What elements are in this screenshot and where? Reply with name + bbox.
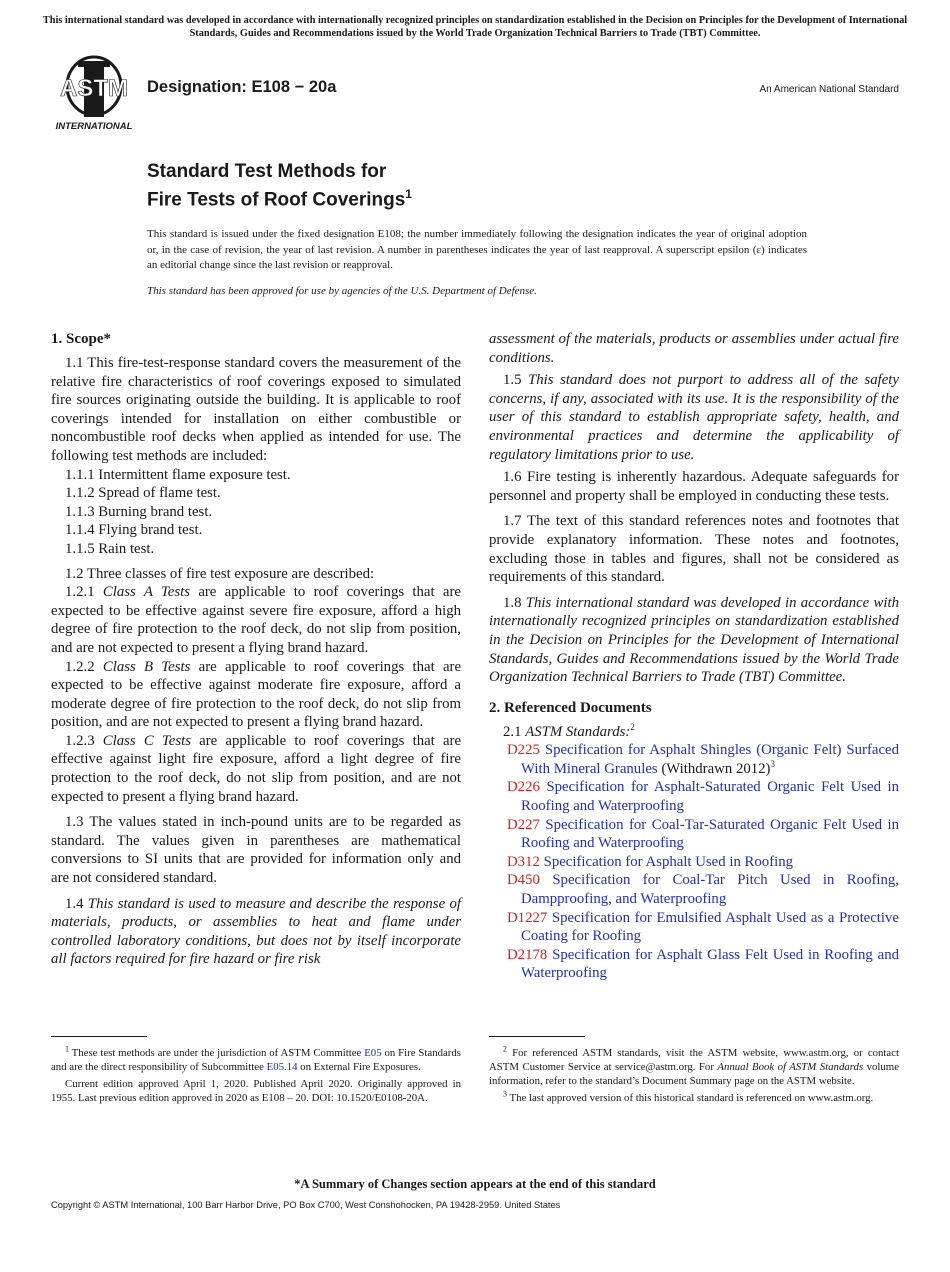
top-notice: This international standard was developed in accordance with internationally recognized principles on standardization established in the Decision on Principles for the Development of International Standards, Guides and Recommendations issued by the World Trade Organization Technical Barriers to Trade (TBT) Committee. <box>42 15 908 39</box>
footnote-divider <box>51 1036 147 1037</box>
reference-title-link[interactable]: Specification for Asphalt-Saturated Organic Felt Used in Roofing and Waterproofing <box>521 779 899 815</box>
right-column <box>489 330 899 983</box>
footnotes-left <box>51 1046 461 1108</box>
footnotes-right <box>489 1046 899 1108</box>
reference-title-link[interactable]: Specification for Coal-Tar Pitch Used in Roofing, Dampproofing, and Waterproofing <box>521 872 899 908</box>
left-column <box>51 330 461 973</box>
reference-code-link[interactable]: D2178 <box>507 946 548 963</box>
paragraph-1-6: 1.6 Fire testing is inherently hazardous. Adequate safeguards for personnel and property shall be employed in conducting these tests. <box>489 469 899 504</box>
dod-approval: This standard has been approved for use by agencies of the U.S. Department of Defense. <box>147 285 537 297</box>
section-heading-scope: 1. Scope* <box>51 331 111 347</box>
title-footnote-ref[interactable]: 1 <box>405 187 412 201</box>
footnote-ref[interactable]: 3 <box>770 758 775 769</box>
paragraph-1-4: 1.4 This standard is used to measure and describe the response of materials, products, or assemblies to heat and flame under controlled laboratory conditions, but does not by itself incorporate all factors required for fire hazard or fire risk <box>51 895 461 968</box>
footnote-divider <box>489 1036 585 1037</box>
summary-of-changes-note: *A Summary of Changes section appears at the end of this standard <box>294 1177 656 1191</box>
paragraph-1-2: 1.2 Three classes of fire test exposure are described: <box>65 565 375 582</box>
paragraph-1-5: 1.5 This standard does not purport to address all of the safety concerns, if any, associated with its use. It is the responsibility of the user of this standard to establish appropriate safety, health, and environmental practices and determine the applicability of regulatory limitations prior to use. <box>489 372 899 463</box>
subcommittee-link[interactable]: E05.14 <box>266 1061 298 1073</box>
committee-link[interactable]: E05 <box>364 1047 382 1059</box>
reference-code-link[interactable]: D225 <box>507 742 540 759</box>
reference-title-link[interactable]: Specification for Asphalt Glass Felt Used in Roofing and Waterproofing <box>521 946 899 982</box>
reference-code-link[interactable]: D1227 <box>507 909 548 926</box>
reference-title-link[interactable]: Specification for Asphalt Shingles (Organic Felt) Surfaced With Mineral Granules <box>521 742 899 777</box>
designation: Designation: E108 − 20a <box>147 78 337 96</box>
list-item: 1.1.1 Intermittent flame exposure test. <box>65 466 291 483</box>
title-line-2: Fire Tests of Roof Coverings$^1$ <box>147 187 412 211</box>
logo-subtext: INTERNATIONAL <box>55 121 133 131</box>
reference-code-link[interactable]: D450 <box>507 872 540 889</box>
reference-item <box>489 816 899 853</box>
american-national-standard: An American National Standard <box>759 84 899 95</box>
title-line-1: Standard Test Methods for <box>147 161 387 182</box>
issuance-statement: This standard is issued under the fixed designation E108; the number immediately following the designation indicates the year of original adoption or, in the case of revision, the year of last revision. A number in parentheses indicates the year of last reapproval. A superscript epsilon (ε) indicates an editorial change since the last revision or reapproval. <box>147 228 807 272</box>
reference-item <box>489 909 899 946</box>
paragraph-1-1: 1.1 This fire-test-response standard covers the measurement of the relative fire characteristics of roof coverings exposed to simulated fire sources originating outside the building. It is applicable to roof coverings intended for installation on either combustible or noncombustible roof decks when applied as intended for use. The following test methods are included: <box>51 355 461 464</box>
paragraph-1-3: 1.3 The values stated in inch-pound units are to be regarded as standard. The values given in parentheses are mathematical conversions to SI units that are provided for information only and are not considered standard. <box>51 814 461 887</box>
paragraph-1-7: 1.7 The text of this standard references notes and footnotes that provide explanatory information. These notes and footnotes, excluding those in tables and figures, shall not be considered as requirements of this standard. <box>489 513 899 586</box>
reference-title-link[interactable]: Specification for Asphalt Used in Roofing <box>543 853 794 870</box>
astm-logo <box>54 55 134 131</box>
logo-text: ASTM <box>60 75 128 102</box>
paragraph-1-4-continued: assessment of the materials, products or assemblies under actual fire conditions. <box>489 331 899 366</box>
footnote-ref[interactable]: 2 <box>630 721 635 732</box>
paragraph-2-1: 2.1 ASTM Standards:$^2$ <box>503 721 635 740</box>
reference-item <box>489 853 899 872</box>
list-item: 1.1.2 Spread of flame test. <box>65 485 221 502</box>
reference-code-link[interactable]: D226 <box>507 779 540 796</box>
section-heading-referenced-documents: 2. Referenced Documents <box>489 699 652 716</box>
footnote-1: $^1$ These test methods are under the jurisdiction of ASTM Committee E05 on Fire Standards and are the direct responsibility of Subcommittee E05.14 on External Fire Exposures. <box>51 1044 461 1073</box>
list-item: 1.1.5 Rain test. <box>65 540 155 557</box>
reference-item <box>489 946 899 983</box>
reference-item: D225 Specification for Asphalt Shingles (Organic Felt) Surfaced With Mineral Granules (Withdrawn 2012)$^3$ <box>507 742 899 777</box>
reference-title-link[interactable]: Specification for Coal-Tar-Saturated Organic Felt Used in Roofing and Waterproofing <box>521 816 899 852</box>
footnote-2: $^2$ For referenced ASTM standards, visit the ASTM website, www.astm.org, or contact ASTM Customer Service at service@astm.org. For Annual Book of ASTM Standards volume information, refer to the standard’s Document Summary page on the ASTM website. <box>489 1044 899 1087</box>
paragraph-1-8: 1.8 This international standard was developed in accordance with internationally recognized principles on standardization established in the Decision on Principles for the Development of International Standards, Guides and Recommendations issued by the World Trade Organization Technical Barriers to Trade (TBT) Committee. <box>489 594 899 686</box>
copyright: Copyright © ASTM International, 100 Barr Harbor Drive, PO Box C700, West Conshohocken, PA 19428-2959. United States <box>51 1200 561 1210</box>
edition-note: Current edition approved April 1, 2020. Published April 2020. Originally approved in 1955. Last previous edition approved in 2020 as E108 – 20. DOI: 10.1520/E0108-20A. <box>51 1078 461 1104</box>
reference-code-link[interactable]: D227 <box>507 816 540 833</box>
paragraph-1-2-3: 1.2.3 Class C Tests are applicable to roof coverings that are effective against light fire exposure, afford a light degree of fire protection to the roof deck, do not slip from position, and are not expected to present a flying brand hazard. <box>51 732 462 805</box>
list-item: 1.1.4 Flying brand test. <box>65 522 203 539</box>
paragraph-1-2-2: 1.2.2 Class B Tests are applicable to roof coverings that are expected to be effective against moderate fire exposure, afford a moderate degree of fire protection to the roof deck, do not slip from position, and are not expected to present a flying brand hazard. <box>51 658 462 731</box>
list-item: 1.1.3 Burning brand test. <box>65 503 213 520</box>
reference-item <box>489 778 899 815</box>
reference-title-link[interactable]: Specification for Emulsified Asphalt Used as a Protective Coating for Roofing <box>521 909 899 945</box>
footnote-3: $^3$ The last approved version of this historical standard is referenced on www.astm.org. <box>503 1089 874 1104</box>
paragraph-1-2-1: 1.2.1 Class A Tests are applicable to roof coverings that are expected to be effective against severe fire exposure, afford a high degree of fire protection to the roof deck, do not slip from position, and are not expected to present a flying brand hazard. <box>51 584 461 656</box>
reference-code-link[interactable]: D312 <box>507 853 540 870</box>
reference-item <box>489 871 899 908</box>
page-title <box>147 161 412 211</box>
